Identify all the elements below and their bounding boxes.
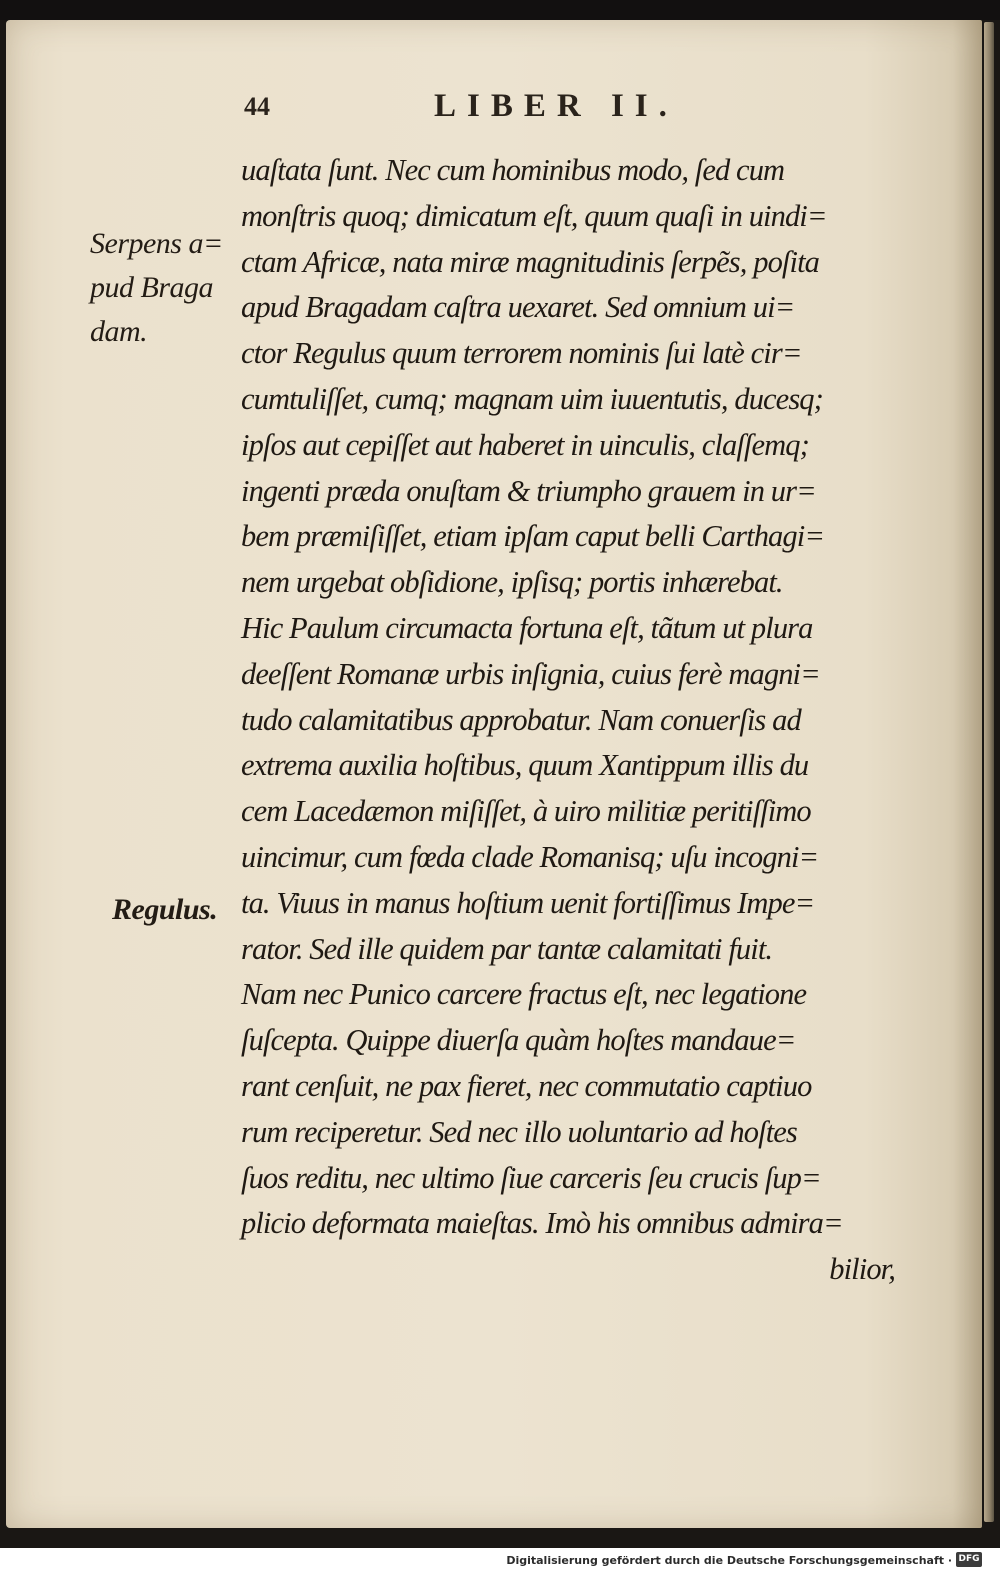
margin-note-regulus: Regulus.: [112, 893, 218, 926]
margin-note-line: Serpens a=: [90, 227, 223, 260]
text-line: ſuſcepta. Quippe diuerſa quàm hoſtes mandaue=: [241, 1023, 796, 1058]
text-line: extrema auxilia hoſtibus, quum Xantippum illis du: [241, 748, 809, 783]
scan-top-border: [0, 0, 1000, 20]
text-line: ta. Viuus in manus hoſtium uenit fortiſſimus Impe=: [241, 885, 815, 920]
page-edge: [984, 22, 994, 1522]
margin-note-line: pud Braga: [90, 271, 213, 304]
text-line: rator. Sed ille quidem par tantæ calamitati fuit.: [241, 931, 773, 966]
text-line: ctor Regulus quum terrorem nominis ſui latè cir=: [241, 336, 802, 371]
text-line: nem urgebat obſidione, ipſisq; portis inhærebat.: [241, 565, 783, 600]
dfg-logo: DFG: [956, 1552, 982, 1567]
text-line: bem præmiſiſſet, etiam ipſam caput belli Carthagi=: [241, 519, 825, 554]
book-title: LIBER II.: [434, 88, 678, 124]
body-text: [241, 148, 903, 1293]
text-line: rant cenſuit, ne pax fieret, nec commutatio captiuo: [241, 1068, 812, 1103]
text-line: ingenti præda onuſtam & triumpho grauem in ur=: [241, 473, 816, 508]
margin-note-serpens: [90, 222, 223, 354]
text-line: cumtuliſſet, cumq; magnam uim iuuentutis, ducesq;: [241, 381, 823, 416]
text-line: Nam nec Punico carcere fractus eſt, nec legatione: [241, 977, 807, 1012]
text-line: ſuos reditu, nec ultimo ſiue carceris ſeu crucis ſup=: [241, 1160, 821, 1195]
text-line: monſtris quoq; dimicatum eſt, quum quaſi in uindi=: [241, 198, 827, 233]
page-number: 44: [244, 92, 270, 121]
text-line: cem Lacedæmon miſiſſet, à uiro militiæ peritiſſimo: [241, 794, 811, 829]
text-line: uaſtata ſunt. Nec cum hominibus modo, ſed cum: [241, 153, 785, 187]
catchword-line: bilior,: [829, 1252, 895, 1287]
funding-credit: Digitalisierung gefördert durch die Deutsche Forschungsgemeinschaft ·: [506, 1554, 952, 1567]
text-line: ipſos aut cepiſſet aut haberet in uinculis, claſſemq;: [241, 427, 809, 462]
margin-note-line: dam.: [90, 315, 148, 348]
running-head: [244, 88, 764, 132]
text-line: ctam Africæ, nata miræ magnitudinis ſerpẽs, poſita: [241, 244, 820, 279]
text-line: Hic Paulum circumacta fortuna eſt, tãtum ut plura: [241, 610, 813, 645]
text-line: rum reciperetur. Sed nec illo uoluntario ad hoſtes: [241, 1114, 797, 1149]
text-line: deeſſent Romanæ urbis inſignia, cuius ferè magni=: [241, 656, 820, 691]
text-line: uincimur, cum fœda clade Romanisq; uſu incogni=: [241, 839, 819, 874]
text-line: tudo calamitatibus approbatur. Nam conuerſis ad: [241, 702, 801, 737]
text-line: apud Bragadam caſtra uexaret. Sed omnium ui=: [241, 290, 795, 325]
text-line: plicio deformata maieſtas. Imò his omnibus admira=: [241, 1206, 843, 1241]
